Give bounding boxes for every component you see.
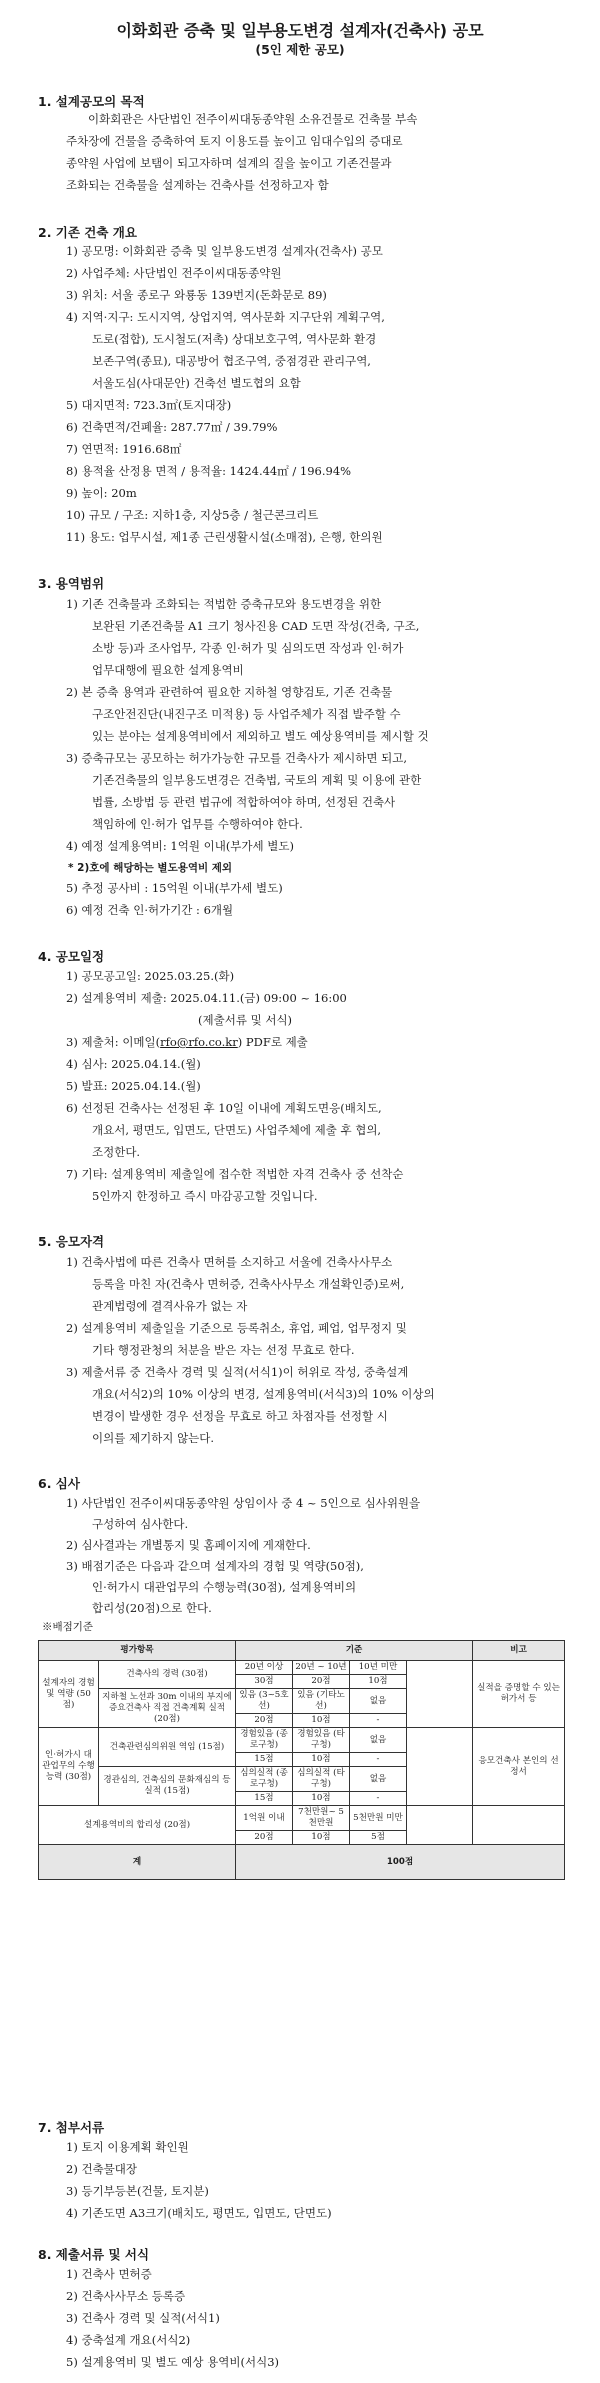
s3-line: 3) 증축규모는 공모하는 허가가능한 규모를 건축사가 제시하면 되고, xyxy=(66,751,407,765)
s5-line: 변경이 발생한 경우 선정을 무효로 하고 차점자를 선정할 시 xyxy=(92,1409,388,1423)
s2-line: 도로(접합), 도시철도(저촉) 상대보호구역, 역사문화 환경 xyxy=(92,332,377,346)
section-4-heading: 4. 공모일정 xyxy=(38,949,105,964)
s3-line: 법률, 소방법 등 관련 법규에 적합하여야 하며, 선정된 건축사 xyxy=(92,795,396,809)
s4-line: 5) 발표: 2025.04.14.(월) xyxy=(66,1079,201,1093)
score-cell: 10점 xyxy=(293,1753,350,1767)
s8-line: 5) 설계용역비 및 별도 예상 용역비(서식3) xyxy=(66,2355,280,2369)
s3-line: 소방 등)과 조사업무, 각종 인·허가 및 심의도면 작성과 인·허가 xyxy=(92,641,404,655)
s2-line: 3) 위치: 서울 종로구 와룡동 139번지(돈화문로 89) xyxy=(66,288,327,302)
group-label-experience: 설계자의 경험 및 역량 (50점) xyxy=(39,1661,99,1728)
s4-line: 조정한다. xyxy=(92,1145,141,1159)
criteria-cell: 1억원 이내 xyxy=(236,1806,293,1831)
s2-line: 6) 건축면적/건폐율: 287.77㎡ / 39.79% xyxy=(66,420,278,434)
scoring-criteria-table xyxy=(38,1640,565,1880)
submission-label: 3) 제출처: 이메일( xyxy=(66,1035,161,1049)
s5-line: 기타 행정관청의 처분을 받은 자는 선정 무효로 한다. xyxy=(92,1343,355,1357)
score-cell: 10점 xyxy=(293,1792,350,1806)
s1-line: 종약원 사업에 보탬이 되고자하며 설계의 질을 높이고 기존건물과 xyxy=(66,156,392,170)
s3-line: 있는 분야는 설계용역비에서 제외하고 별도 예상용역비를 제시할 것 xyxy=(92,729,429,743)
s6-line: 인·허가시 대관업무의 수행능력(30점), 설계용역비의 xyxy=(92,1580,357,1594)
table-row xyxy=(39,1661,565,1675)
criteria-cell: 심의실적 (타구청) xyxy=(293,1767,350,1792)
s6-line: 2) 심사결과는 개별통지 및 홈페이지에 게재한다. xyxy=(66,1538,311,1552)
s6-line: 3) 배점기준은 다음과 같으며 설계자의 경험 및 역량(50점), xyxy=(66,1559,364,1573)
section-1-heading: 1. 설계공모의 목적 xyxy=(38,94,145,109)
section-2-heading: 2. 기존 건축 개요 xyxy=(38,225,137,240)
section-6-heading: 6. 심사 xyxy=(38,1476,80,1491)
criteria-cell: 심의실적 (종로구청) xyxy=(236,1767,293,1792)
s4-line: 2) 설계용역비 제출: 2025.04.11.(금) 09:00 ~ 16:00 xyxy=(66,991,347,1005)
s2-line: 보존구역(종묘), 대공방어 협조구역, 중점경관 관리구역, xyxy=(92,354,371,368)
score-cell: - xyxy=(350,1792,407,1806)
criteria-cell: 20년 이상 xyxy=(236,1661,293,1675)
criteria-cell: 없음 xyxy=(350,1767,407,1792)
s3-line: 기존건축물의 일부용도변경은 건축법, 국토의 계획 및 이용에 관한 xyxy=(92,773,422,787)
s4-line: 6) 선정된 건축사는 선정된 후 10일 이내에 계획도면응(배치도, xyxy=(66,1101,382,1115)
s3-line: 보완된 기존건축물 A1 크기 청사진용 CAD 도면 작성(건축, 구조, xyxy=(92,619,420,633)
s2-line: 7) 연면적: 1916.68㎡ xyxy=(66,442,182,456)
score-cell: - xyxy=(350,1753,407,1767)
row-label: 건축사의 경력 (30점) xyxy=(99,1661,236,1689)
row-label: 설계용역비의 합리성 (20점) xyxy=(39,1806,236,1845)
submission-suffix: ) PDF로 제출 xyxy=(237,1035,308,1049)
s4-line: 4) 심사: 2025.04.14.(월) xyxy=(66,1057,201,1071)
total-value: 100점 xyxy=(236,1845,565,1880)
s5-line: 관계법령에 결격사유가 없는 자 xyxy=(92,1299,248,1313)
s6-line: 합리성(20점)으로 한다. xyxy=(92,1601,212,1615)
s3-line: 4) 예정 설계용역비: 1억원 이내(부가세 별도) xyxy=(66,839,294,853)
criteria-cell: 없음 xyxy=(350,1689,407,1714)
note-cell: 실적을 증명할 수 있는 허가서 등 xyxy=(473,1661,565,1728)
score-cell: 20점 xyxy=(236,1714,293,1728)
s1-line: 조화되는 건축물을 설계하는 건축사를 선정하고자 함 xyxy=(66,178,329,192)
score-cell: 20점 xyxy=(236,1831,293,1845)
s3-line: 업무대행에 필요한 설계용역비 xyxy=(92,663,244,677)
score-cell: 30점 xyxy=(236,1675,293,1689)
s7-line: 4) 기존도면 A3크기(배치도, 평면도, 입면도, 단면도) xyxy=(66,2206,332,2220)
empty-cell xyxy=(407,1661,473,1728)
s2-line: 8) 용적율 산정용 면적 / 용적율: 1424.44㎡ / 196.94% xyxy=(66,464,352,478)
score-cell: 15점 xyxy=(236,1792,293,1806)
s2-line: 9) 높이: 20m xyxy=(66,486,137,500)
table-header-row xyxy=(39,1641,565,1661)
table-header-criteria: 기준 xyxy=(236,1641,473,1661)
score-cell: 5점 xyxy=(350,1831,407,1845)
criteria-cell: 있음 (기타노선) xyxy=(293,1689,350,1714)
s5-line: 3) 제출서류 중 건축사 경력 및 실적(서식1)이 허위로 작성, 중축설계 xyxy=(66,1365,409,1379)
s2-line: 5) 대지면적: 723.3㎡(토지대장) xyxy=(66,398,232,412)
s7-line: 2) 건축물대장 xyxy=(66,2162,138,2176)
criteria-cell: 10년 미만 xyxy=(350,1661,407,1675)
s2-line: 서울도심(사대문안) 건축선 별도협의 요함 xyxy=(92,376,301,390)
s4-line: 개요서, 평면도, 입면도, 단면도) 사업주체에 제출 후 협의, xyxy=(92,1123,382,1137)
score-cell: 20점 xyxy=(293,1675,350,1689)
page-title: 이화회관 증축 및 일부용도변경 설계자(건축사) 공모 xyxy=(116,21,484,40)
s2-line: 2) 사업주체: 사단법인 전주이씨대동종약원 xyxy=(66,266,282,280)
table-total-row xyxy=(39,1845,565,1880)
s4-submission-line xyxy=(66,1035,308,1049)
criteria-cell: 5천만원 미만 xyxy=(350,1806,407,1831)
s4-line: 7) 기타: 설계용역비 제출일에 접수한 적법한 자격 건축사 중 선착순 xyxy=(66,1167,404,1181)
criteria-cell: 없음 xyxy=(350,1728,407,1753)
page-subtitle: (5인 제한 공모) xyxy=(255,42,345,57)
s8-line: 2) 건축사사무소 등록증 xyxy=(66,2289,186,2303)
table-row xyxy=(39,1806,565,1831)
criteria-cell: 있음 (3~5호선) xyxy=(236,1689,293,1714)
s5-line: 1) 건축사법에 따른 건축사 면허를 소지하고 서울에 건축사사무소 xyxy=(66,1255,393,1269)
note-cell: 응모건축사 본인의 선정서 xyxy=(473,1728,565,1806)
group-label-permits: 인·허가시 대관업무의 수행능력 (30점) xyxy=(39,1728,99,1806)
criteria-label: ※배점기준 xyxy=(42,1621,94,1633)
s4-line: (제출서류 및 서식) xyxy=(198,1013,293,1027)
s7-line: 1) 토지 이용계획 확인원 xyxy=(66,2140,189,2154)
s5-line: 2) 설계용역비 제출일을 기준으로 등록취소, 휴업, 폐업, 업무정지 및 xyxy=(66,1321,407,1335)
s3-line: 구조안전진단(내진구조 미적용) 등 사업주체가 직접 발주할 수 xyxy=(92,707,401,721)
score-cell: 10점 xyxy=(293,1831,350,1845)
s6-line: 1) 사단법인 전주이씨대동종약원 상임이사 중 4 ~ 5인으로 심사위원을 xyxy=(66,1496,421,1510)
table-header-note: 비고 xyxy=(473,1641,565,1661)
score-cell: 10점 xyxy=(350,1675,407,1689)
s4-line: 5인까지 한정하고 즉시 마감공고할 것입니다. xyxy=(92,1189,318,1203)
s3-line: 책임하에 인·허가 업무를 수행하여야 한다. xyxy=(92,817,303,831)
total-label: 계 xyxy=(39,1845,236,1880)
section-5-heading: 5. 응모자격 xyxy=(38,1234,105,1249)
section-3-heading: 3. 용역범위 xyxy=(38,576,105,591)
s2-line: 10) 규모 / 구조: 지하1층, 지상5층 / 철근콘크리트 xyxy=(66,508,319,522)
criteria-cell: 경험있음 (종로구청) xyxy=(236,1728,293,1753)
s1-line: 이화회관은 사단법인 전주이씨대동종약원 소유건물로 건축물 부속 xyxy=(88,112,418,126)
s7-line: 3) 등기부등본(건물, 토지분) xyxy=(66,2184,209,2198)
s5-line: 이의를 제기하지 않는다. xyxy=(92,1431,215,1445)
s4-line: 1) 공모공고일: 2025.03.25.(화) xyxy=(66,969,235,983)
empty-cell xyxy=(407,1728,473,1806)
s5-line: 등록을 마친 자(건축사 면허증, 건축사사무소 개설확인증)로써, xyxy=(92,1277,405,1291)
empty-cell xyxy=(473,1806,565,1845)
empty-cell xyxy=(407,1806,473,1845)
section-7-heading: 7. 첨부서류 xyxy=(38,2120,105,2135)
s1-line: 주차장에 건물을 증축하여 토지 이용도를 높이고 임대수입의 증대로 xyxy=(66,134,403,148)
s3-line: 2) 본 증축 용역과 관련하여 필요한 지하철 영향검토, 기존 건축물 xyxy=(66,685,393,699)
row-label: 경관심의, 건축심의 문화재심의 등 실적 (15점) xyxy=(99,1767,236,1806)
s5-line: 개요(서식2)의 10% 이상의 변경, 설계용역비(서식3)의 10% 이상의 xyxy=(92,1387,435,1401)
s3-line: 1) 기존 건축물과 조화되는 적법한 증축규모와 용도변경을 위한 xyxy=(66,597,382,611)
s8-line: 3) 건축사 경력 및 실적(서식1) xyxy=(66,2311,220,2325)
section-8-heading: 8. 제출서류 및 서식 xyxy=(38,2247,150,2262)
s3-note: * 2)호에 해당하는 별도용역비 제외 xyxy=(68,862,233,874)
table-header-item: 평가항목 xyxy=(39,1641,236,1661)
s6-line: 구성하여 심사한다. xyxy=(92,1517,189,1531)
score-cell: 15점 xyxy=(236,1753,293,1767)
row-label: 건축관련심의위원 역임 (15점) xyxy=(99,1728,236,1767)
s3-line: 5) 추정 공사비 : 15억원 이내(부가세 별도) xyxy=(66,881,283,895)
submission-email-link[interactable]: rfo@rfo.co.kr xyxy=(160,1035,238,1049)
score-cell: 10점 xyxy=(293,1714,350,1728)
criteria-cell: 경험있음 (타구청) xyxy=(293,1728,350,1753)
s2-line: 11) 용도: 업무시설, 제1종 근린생활시설(소매점), 은행, 한의원 xyxy=(66,530,383,544)
table-row xyxy=(39,1728,565,1753)
s8-line: 1) 건축사 면허증 xyxy=(66,2267,152,2281)
s2-line: 1) 공모명: 이화회관 증축 및 일부용도변경 설계자(건축사) 공모 xyxy=(66,244,383,258)
s2-line: 4) 지역·지구: 도시지역, 상업지역, 역사문화 지구단위 계획구역, xyxy=(66,310,385,324)
score-cell: - xyxy=(350,1714,407,1728)
criteria-cell: 7천만원~ 5천만원 xyxy=(293,1806,350,1831)
row-label: 지하철 노선과 30m 이내의 부지에 증요건축사 직접 건축계획 실적 (20점) xyxy=(99,1689,236,1728)
s8-line: 4) 중축설계 개요(서식2) xyxy=(66,2333,191,2347)
s3-line: 6) 예정 건축 인·허가기간 : 6개월 xyxy=(66,903,234,917)
criteria-cell: 20년 ~ 10년 xyxy=(293,1661,350,1675)
